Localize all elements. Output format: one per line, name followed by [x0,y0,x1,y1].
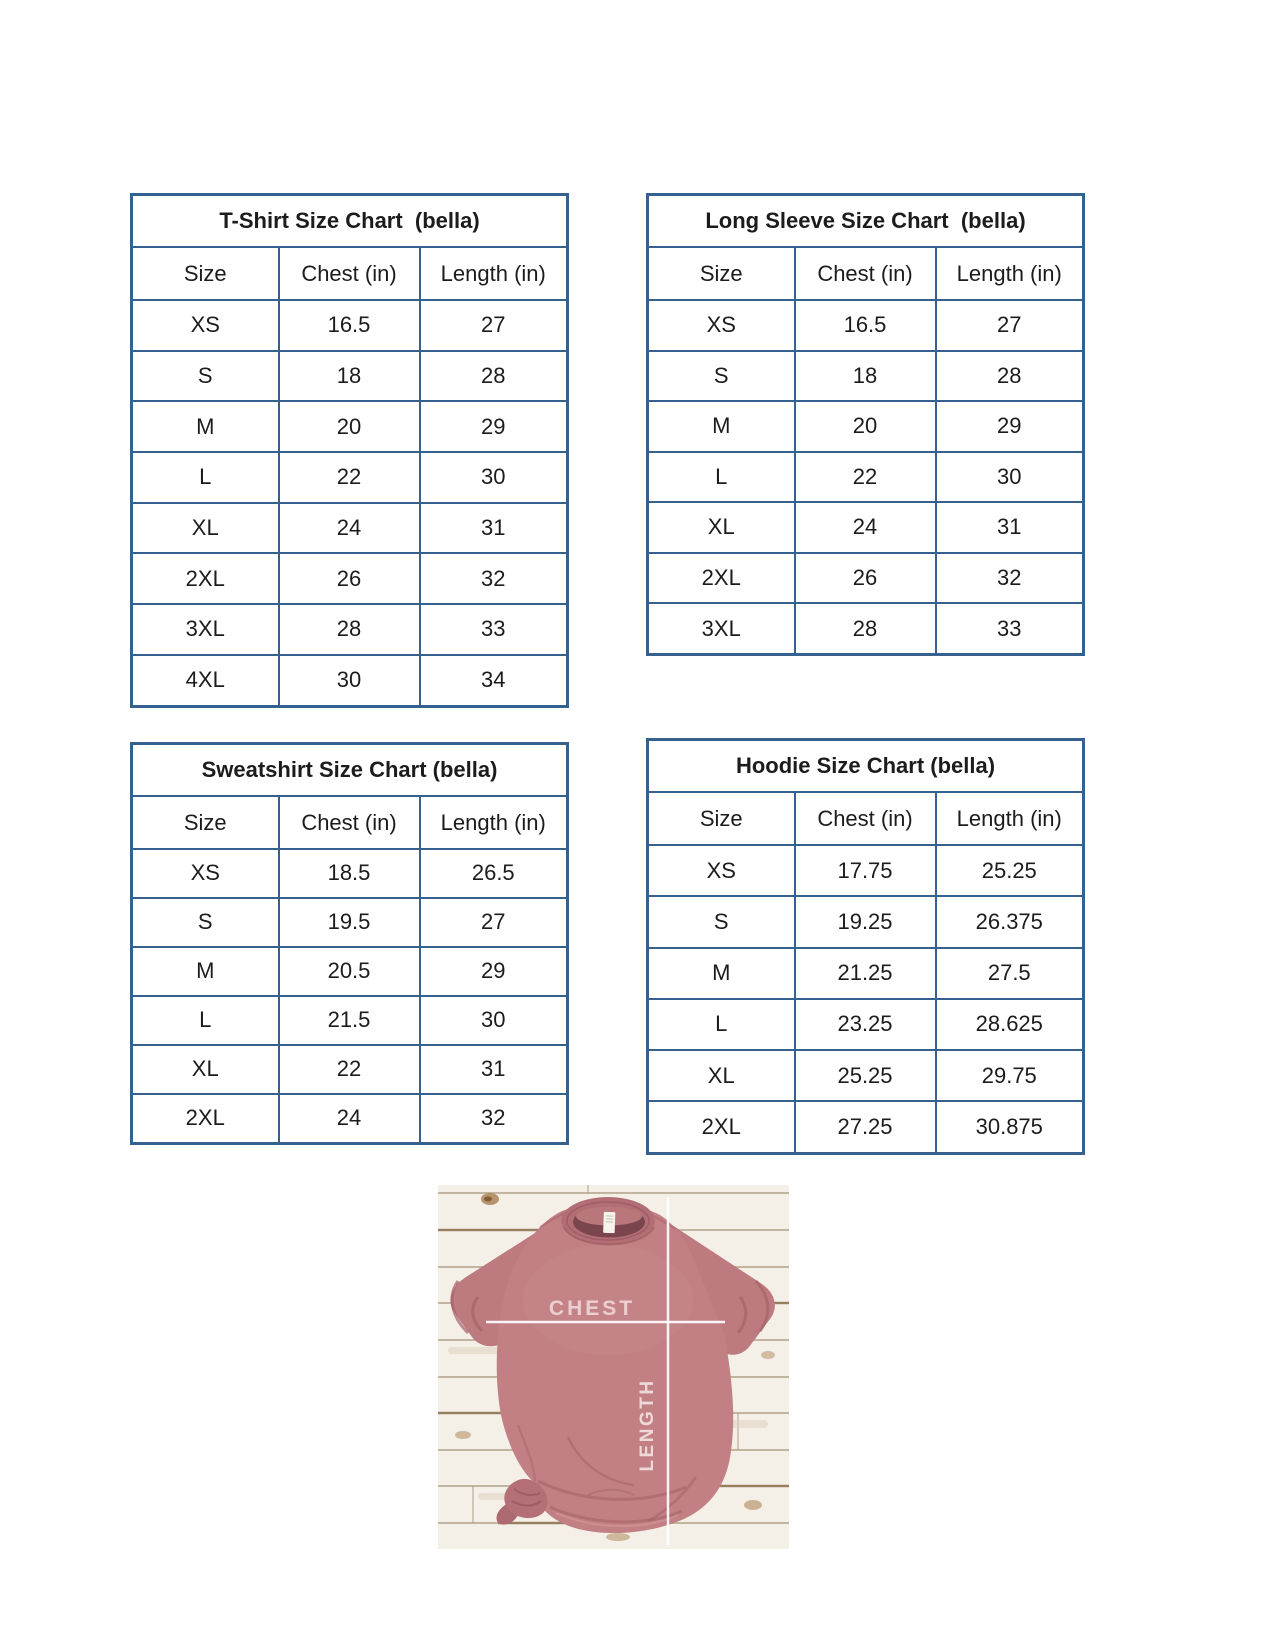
length-cell: 32 [936,553,1084,604]
column-header: Chest (in) [795,792,936,845]
tshirt-photo-svg [438,1185,789,1549]
chest-cell: 17.75 [795,845,936,896]
title-row [132,195,568,248]
chest-cell: 21.25 [795,948,936,999]
chest-cell: 19.25 [795,896,936,947]
column-header: Size [648,247,795,300]
size-cell: L [132,452,279,503]
length-cell: 29 [420,401,568,452]
column-header: Chest (in) [279,796,420,849]
size-cell: 4XL [132,655,279,707]
table-row [132,947,568,996]
title-row [648,195,1084,248]
header-row [648,247,1084,300]
length-cell: 32 [420,553,568,604]
table-row [648,300,1084,351]
sweatshirt-table [130,742,569,1145]
length-cell: 31 [936,502,1084,553]
size-cell: 2XL [648,1101,795,1153]
length-cell: 26.5 [420,849,568,898]
column-header: Size [132,247,279,300]
length-cell: 29 [936,401,1084,452]
table-title: Sweatshirt Size Chart (bella) [132,744,568,797]
table-title: Long Sleeve Size Chart (bella) [648,195,1084,248]
tshirt-measurement-photo [438,1185,789,1549]
table-row [648,948,1084,999]
chest-cell: 22 [279,1045,420,1094]
long-sleeve-table [646,193,1085,656]
column-header: Chest (in) [279,247,420,300]
length-cell: 25.25 [936,845,1084,896]
title-row [648,740,1084,793]
length-cell: 31 [420,1045,568,1094]
length-cell: 30 [420,996,568,1045]
tshirt-collar [561,1197,655,1245]
header-row [648,792,1084,845]
chest-cell: 16.5 [279,300,420,351]
table-row [648,1101,1084,1153]
length-cell: 31 [420,503,568,554]
size-cell: 3XL [132,604,279,655]
table-row [648,553,1084,604]
size-cell: M [132,401,279,452]
chest-cell: 20.5 [279,947,420,996]
size-cell: L [648,999,795,1050]
chest-cell: 20 [795,401,936,452]
table-row [132,655,568,707]
length-cell: 30.875 [936,1101,1084,1153]
chest-cell: 19.5 [279,898,420,947]
chest-cell: 18 [795,351,936,402]
chest-cell: 22 [279,452,420,503]
length-cell: 30 [420,452,568,503]
size-cell: XL [132,1045,279,1094]
chest-cell: 26 [795,553,936,604]
size-cell: S [132,351,279,402]
length-cell: 28 [936,351,1084,402]
chest-cell: 18.5 [279,849,420,898]
table-row [648,603,1084,655]
chest-cell: 18 [279,351,420,402]
size-cell: XS [132,849,279,898]
table-row [132,452,568,503]
length-cell: 32 [420,1094,568,1144]
title-row [132,744,568,797]
column-header: Length (in) [420,796,568,849]
size-cell: M [648,948,795,999]
table-row [648,1050,1084,1101]
size-cell: M [132,947,279,996]
table-title: T-Shirt Size Chart (bella) [132,195,568,248]
length-cell: 34 [420,655,568,707]
length-cell: 27 [420,898,568,947]
tshirt-size-chart [130,193,566,708]
table-row [132,553,568,604]
table-row [132,849,568,898]
column-header: Length (in) [420,247,568,300]
table-row [132,503,568,554]
care-label [603,1212,615,1233]
table-row [648,896,1084,947]
column-header: Size [132,796,279,849]
chest-cell: 26 [279,553,420,604]
length-cell: 27 [420,300,568,351]
length-cell: 27 [936,300,1084,351]
size-cell: XL [648,502,795,553]
chest-cell: 25.25 [795,1050,936,1101]
long-sleeve-size-chart [646,193,1082,656]
size-cell: L [132,996,279,1045]
hoodie-size-chart [646,738,1082,1155]
size-cell: XS [132,300,279,351]
length-cell: 33 [420,604,568,655]
chest-cell: 20 [279,401,420,452]
table-row [648,452,1084,503]
table-row [132,1045,568,1094]
size-cell: XS [648,845,795,896]
header-row [132,796,568,849]
length-cell: 26.375 [936,896,1084,947]
chest-cell: 24 [279,503,420,554]
chest-cell: 22 [795,452,936,503]
length-cell: 33 [936,603,1084,655]
chest-cell: 24 [795,502,936,553]
table-row [132,300,568,351]
chest-label: CHEST [548,1297,636,1320]
length-cell: 28.625 [936,999,1084,1050]
table-row [648,845,1084,896]
table-row [132,351,568,402]
tshirt-table [130,193,569,708]
column-header: Length (in) [936,792,1084,845]
size-cell: XL [648,1050,795,1101]
size-cell: M [648,401,795,452]
size-cell: 3XL [648,603,795,655]
hoodie-table [646,738,1085,1155]
table-row [648,351,1084,402]
table-row [132,401,568,452]
sweatshirt-size-chart [130,742,566,1145]
table-row [132,996,568,1045]
chest-cell: 28 [795,603,936,655]
chest-cell: 24 [279,1094,420,1144]
size-cell: XS [648,300,795,351]
length-cell: 28 [420,351,568,402]
size-cell: 2XL [132,1094,279,1144]
header-row [132,247,568,300]
size-cell: XL [132,503,279,554]
table-title: Hoodie Size Chart (bella) [648,740,1084,793]
chest-cell: 28 [279,604,420,655]
chest-cell: 21.5 [279,996,420,1045]
size-cell: L [648,452,795,503]
length-cell: 29 [420,947,568,996]
chest-cell: 27.25 [795,1101,936,1153]
table-row [132,1094,568,1144]
size-cell: S [648,896,795,947]
size-cell: S [648,351,795,402]
table-row [648,502,1084,553]
chest-cell: 16.5 [795,300,936,351]
size-cell: 2XL [648,553,795,604]
size-cell: 2XL [132,553,279,604]
column-header: Chest (in) [795,247,936,300]
length-label: LENGTH [637,1378,658,1472]
length-cell: 27.5 [936,948,1084,999]
table-row [648,401,1084,452]
chest-cell: 23.25 [795,999,936,1050]
table-row [648,999,1084,1050]
size-cell: S [132,898,279,947]
table-row [132,898,568,947]
table-row [132,604,568,655]
length-cell: 30 [936,452,1084,503]
column-header: Size [648,792,795,845]
length-cell: 29.75 [936,1050,1084,1101]
chest-cell: 30 [279,655,420,707]
column-header: Length (in) [936,247,1084,300]
